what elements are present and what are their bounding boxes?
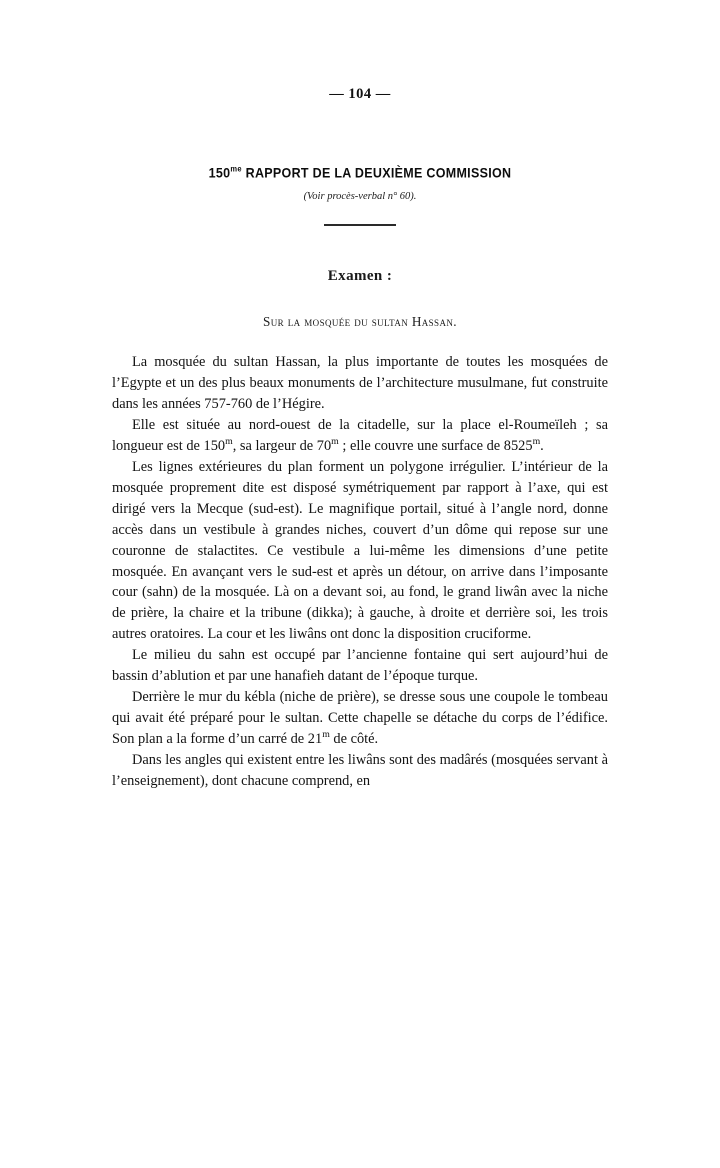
- paragraph: Elle est située au nord-ouest de la citadelle, sur la place el-Roumeïleh ; sa longueur est de 150$^m$, sa largeur de 70$^m$ ; elle couvre une surface de 8525$^m$.: [112, 416, 608, 454]
- body-text: [112, 352, 608, 792]
- page-number: — 104 —: [329, 86, 391, 102]
- report-subtitle: (Voir procès-verbal n° 60).: [303, 191, 417, 202]
- paragraph: La mosquée du sultan Hassan, la plus importante de toutes les mosquées de l’Egypte et un des plus beaux monuments de l’architecture musulmane, fut construite dans les années 757-760 de l’Hégire.: [112, 354, 608, 412]
- report-title-rest: RAPPORT DE LA DEUXIÈME COMMISSION: [241, 165, 512, 181]
- horizontal-rule: [324, 224, 396, 226]
- report-title: [112, 165, 608, 181]
- paragraph: Derrière le mur du kébla (niche de prière), se dresse sous une coupole le tombeau qui avait été préparé pour le sultan. Cette chapelle se détache du corps de l’édifice. Son plan a la forme d’un carré de 21$^m$ de côté.: [112, 689, 608, 748]
- examen-heading: Examen :: [327, 268, 393, 284]
- report-title-number: 150: [208, 165, 231, 181]
- paragraph: Le milieu du sahn est occupé par l’ancienne fontaine qui sert aujourd’hui de bassin d’ablution et par une hanafieh datant de l’époque turque.: [112, 647, 608, 685]
- report-title-suffix: me: [230, 163, 242, 174]
- document-page: [0, 86, 720, 1168]
- section-heading: Sur la mosquée du sultan Hassan.: [263, 314, 457, 329]
- paragraph: Dans les angles qui existent entre les liwâns sont des madârés (mosquées servant à l’enseignement), dont chacune comprend, en: [112, 752, 608, 790]
- paragraph: Les lignes extérieures du plan forment un polygone irrégulier. L’intérieur de la mosquée proprement dite est disposé symétriquement par rapport à l’axe, qui est dirigé vers la Mecque (sud-est). Le magnifique portail, situé à l’angle nord, donne accès dans un vestibule à grandes niches, couvert d’un dôme qui repose sur une couronne de stalactites. Ce vestibule a lui-même les dimensions d’une petite mosquée. En avançant vers le sud-est et après un détour, on arrive dans l’imposante cour (sahn) de la mosquée. Là on a devant soi, au fond, le grand liwân avec la niche de prière, la chaire et la tribune (dikka); à gauche, à droite et derrière soi, les trois autres oratoires. La cour et les liwâns ont donc la disposition cruciforme.: [112, 458, 608, 643]
